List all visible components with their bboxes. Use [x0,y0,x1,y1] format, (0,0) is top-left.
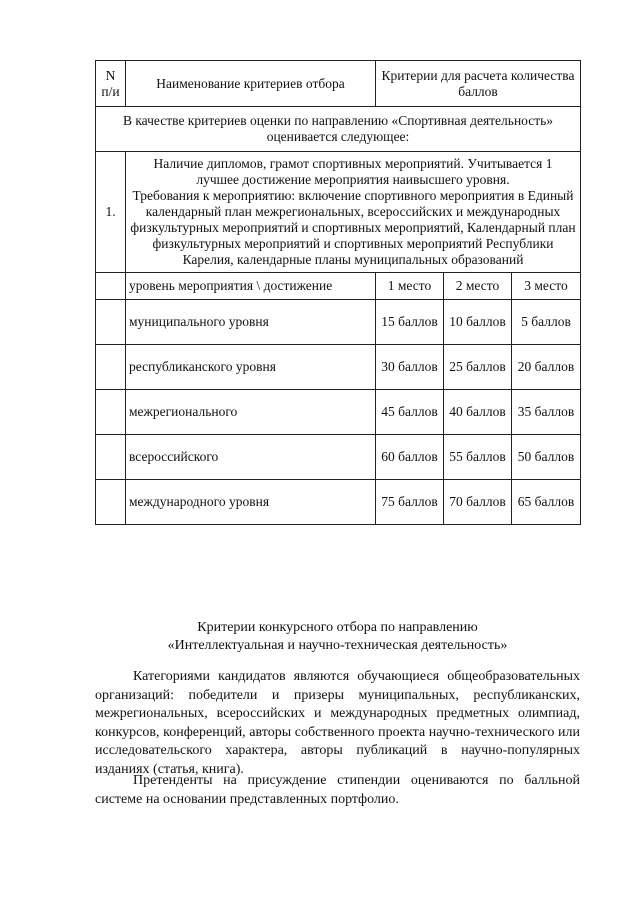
score-place3: 5 баллов [512,300,581,345]
section-title-line2: «Интеллектуальная и научно-техническая деятельность» [167,638,508,653]
level-name: всероссийского [126,435,376,480]
header-name: Наименование критериев отбора [126,61,376,107]
table-row [96,390,581,435]
level-name: муниципального уровня [126,300,376,345]
score-place2: 55 баллов [444,435,512,480]
table-row [96,345,581,390]
score-place1: 30 баллов [376,345,444,390]
section-title [95,619,580,655]
score-place1: 75 баллов [376,480,444,525]
table-row [96,435,581,480]
place3-header: 3 место [512,273,581,300]
paragraph-evaluation: Претенденты на присуждение стипендии оцениваются по балльной системе на основании представленных портфолио. [95,773,580,807]
level-name: международного уровня [126,480,376,525]
score-place3: 20 баллов [512,345,581,390]
table-row [96,480,581,525]
table-item-row [96,152,581,273]
level-name: межрегионального [126,390,376,435]
direction-note: В качестве критериев оценки по направлению «Спортивная деятельность» оценивается следующее: [96,107,581,152]
levels-header-row [96,273,581,300]
paragraph-candidates: Категориями кандидатов являются обучающиеся общеобразовательных организаций: победители и призеры муниципальных, республиканских, межрегиональных, всероссийских и международных предметных олимпиад, конкурсов, конференций, авторы собственного проекта научно-технического или исследовательского характера, авторы публикаций в научно-популярных изданиях (статья, книга). [95,669,580,777]
place1-header: 1 место [376,273,444,300]
table-note-row [96,107,581,152]
item-requirements: Требования к мероприятию: включение спортивного мероприятия в Единый календарный план межрегиональных, всероссийских и международных физкультурных мероприятий и спортивных мероприятий, Календарный план физкультурных мероприятий и спортивных мероприятий Республики Карелия, календарные планы муниципальных образований [130,188,576,267]
table-row [96,300,581,345]
level-name: республиканского уровня [126,345,376,390]
score-place3: 35 баллов [512,390,581,435]
header-num: N п/и [96,61,126,107]
criteria-table [95,60,581,525]
score-place2: 25 баллов [444,345,512,390]
section-title-line1: Критерии конкурсного отбора по направлению [197,620,478,635]
item-description [126,152,581,273]
item-title: Наличие дипломов, грамот спортивных мероприятий. Учитывается 1 лучшее достижение мероприятия наивысшего уровня. [153,156,553,187]
score-place1: 15 баллов [376,300,444,345]
score-place2: 40 баллов [444,390,512,435]
table-header-row [96,61,581,107]
score-place1: 60 баллов [376,435,444,480]
levels-label: уровень мероприятия \ достижение [126,273,376,300]
score-place2: 70 баллов [444,480,512,525]
score-place2: 10 баллов [444,300,512,345]
place2-header: 2 место [444,273,512,300]
header-criteria: Критерии для расчета количества баллов [376,61,581,107]
score-place3: 50 баллов [512,435,581,480]
score-place3: 65 баллов [512,480,581,525]
score-place1: 45 баллов [376,390,444,435]
item-num: 1. [96,152,126,273]
